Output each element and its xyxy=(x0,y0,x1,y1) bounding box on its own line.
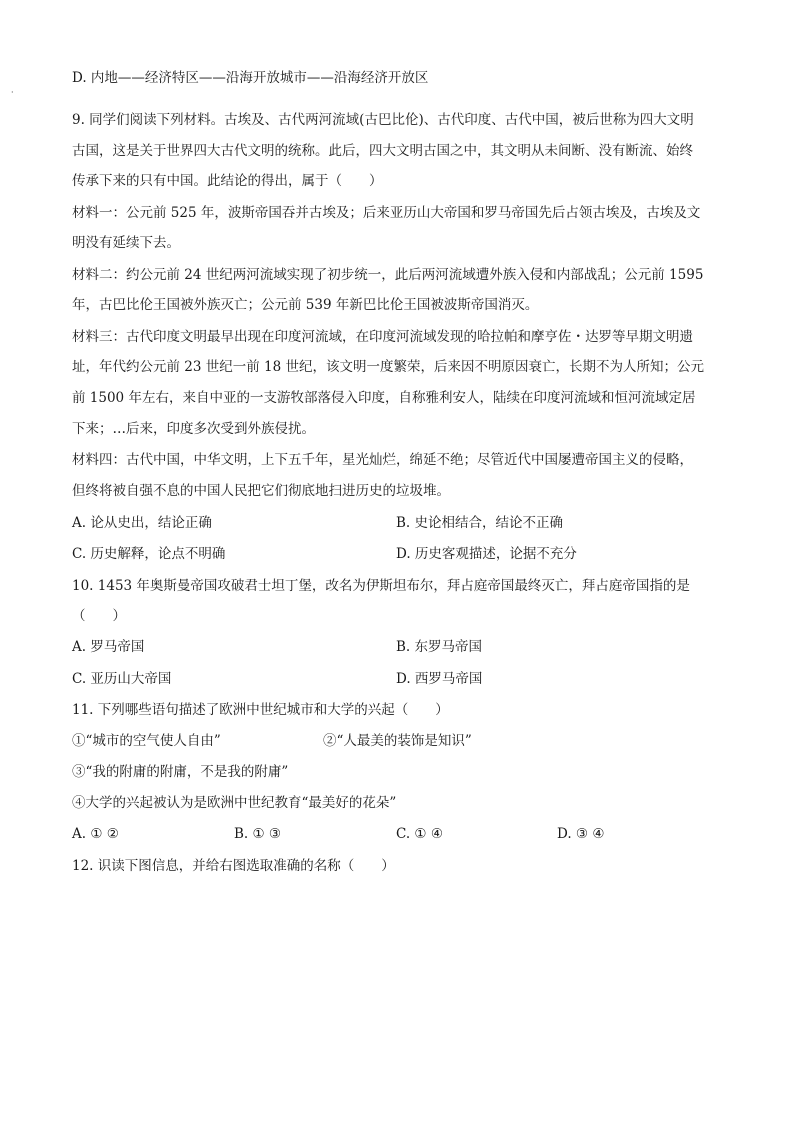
q9-material-1-line-2: 明没有延续下去。 xyxy=(72,235,180,251)
q9-option-b: B. 史论相结合，结论不正确 xyxy=(396,515,564,531)
q11-item-2: ②“人最美的装饰是知识” xyxy=(323,733,472,749)
q9-material-3-line-4: 下来；…后来，印度多次受到外族侵扰。 xyxy=(72,421,315,437)
q10-option-d: D. 西罗马帝国 xyxy=(396,671,483,687)
q10-option-c: C. 亚历山大帝国 xyxy=(72,671,172,687)
q9-line-3: 传承下来的只有中国。此结论的得出，属于（ ） xyxy=(72,173,383,189)
q9-material-1-line-1: 材料一：公元前 525 年，波斯帝国吞并古埃及；后来亚历山大帝国和罗马帝国先后占领古埃及，古埃及文 xyxy=(72,205,701,221)
q9-material-3-line-2: 址，年代约公元前 23 世纪一前 18 世纪，该文明一度繁荣，后来因不明原因衰亡，长期不为人所知；公元 xyxy=(72,359,705,375)
q12-stem: 12. 识读下图信息，并给右图选取准确的名称（ ） xyxy=(72,858,395,874)
q11-option-b: B. ① ③ xyxy=(234,826,281,842)
q9-line-2: 古国，这是关于世界四大古代文明的统称。此后，四大文明古国之中，其文明从未间断、没有断流、始终 xyxy=(72,143,693,159)
q9-line-1: 9. 同学们阅读下列材料。古埃及、古代两河流域(古巴比伦)、古代印度、古代中国，被后世称为四大文明 xyxy=(72,112,694,128)
scan-dot: · xyxy=(11,88,14,97)
q8-option-d: D. 内地——经济特区——沿海开放城市——沿海经济开放区 xyxy=(72,70,429,86)
q9-option-a: A. 论从史出，结论正确 xyxy=(72,515,212,531)
q9-material-3-line-3: 前 1500 年左右，来自中亚的一支游牧部落侵入印度，自称雅利安人，陆续在印度河流域和恒河流域定居 xyxy=(72,390,696,406)
q9-option-c: C. 历史解释，论点不明确 xyxy=(72,546,226,562)
q11-item-1: ①“城市的空气使人自由” xyxy=(72,733,221,749)
q11-option-c: C. ① ④ xyxy=(396,826,443,842)
q11-item-3: ③“我的附庸的附庸，不是我的附庸” xyxy=(72,764,289,780)
q11-option-a: A. ① ② xyxy=(72,826,119,842)
q9-material-2-line-1: 材料二：约公元前 24 世纪两河流域实现了初步统一，此后两河流域遭外族入侵和内部战乱；公元前 1595 xyxy=(72,267,704,283)
q10-stem-line-1: 10. 1453 年奥斯曼帝国攻破君士坦丁堡，改名为伊斯坦布尔，拜占庭帝国最终灭亡，拜占庭帝国指的是 xyxy=(72,578,690,594)
q9-option-d: D. 历史客观描述，论据不充分 xyxy=(396,546,577,562)
q9-material-2-line-2: 年，古巴比伦王国被外族灭亡；公元前 539 年新巴比伦王国被波斯帝国消灭。 xyxy=(72,297,539,313)
q9-material-3-line-1: 材料三：古代印度文明最早出现在印度河流域，在印度河流域发现的哈拉帕和摩亨佐・达罗等早期文明遗 xyxy=(72,329,693,345)
q10-option-a: A. 罗马帝国 xyxy=(72,639,145,655)
q10-stem-line-2: （ ） xyxy=(72,608,126,624)
q10-option-b: B. 东罗马帝国 xyxy=(396,639,483,655)
q11-option-d: D. ③ ④ xyxy=(557,826,605,842)
q9-material-4-line-1: 材料四：古代中国，中华文明，上下五千年，星光灿烂，绵延不绝；尽管近代中国屡遭帝国主义的侵略， xyxy=(72,452,693,468)
q9-material-4-line-2: 但终将被自强不息的中国人民把它们彻底地扫进历史的垃圾堆。 xyxy=(72,483,450,499)
q11-stem: 11. 下列哪些语句描述了欧洲中世纪城市和大学的兴起（ ） xyxy=(72,702,449,718)
q11-item-4: ④大学的兴起被认为是欧洲中世纪教育“最美好的花朵” xyxy=(72,795,397,811)
